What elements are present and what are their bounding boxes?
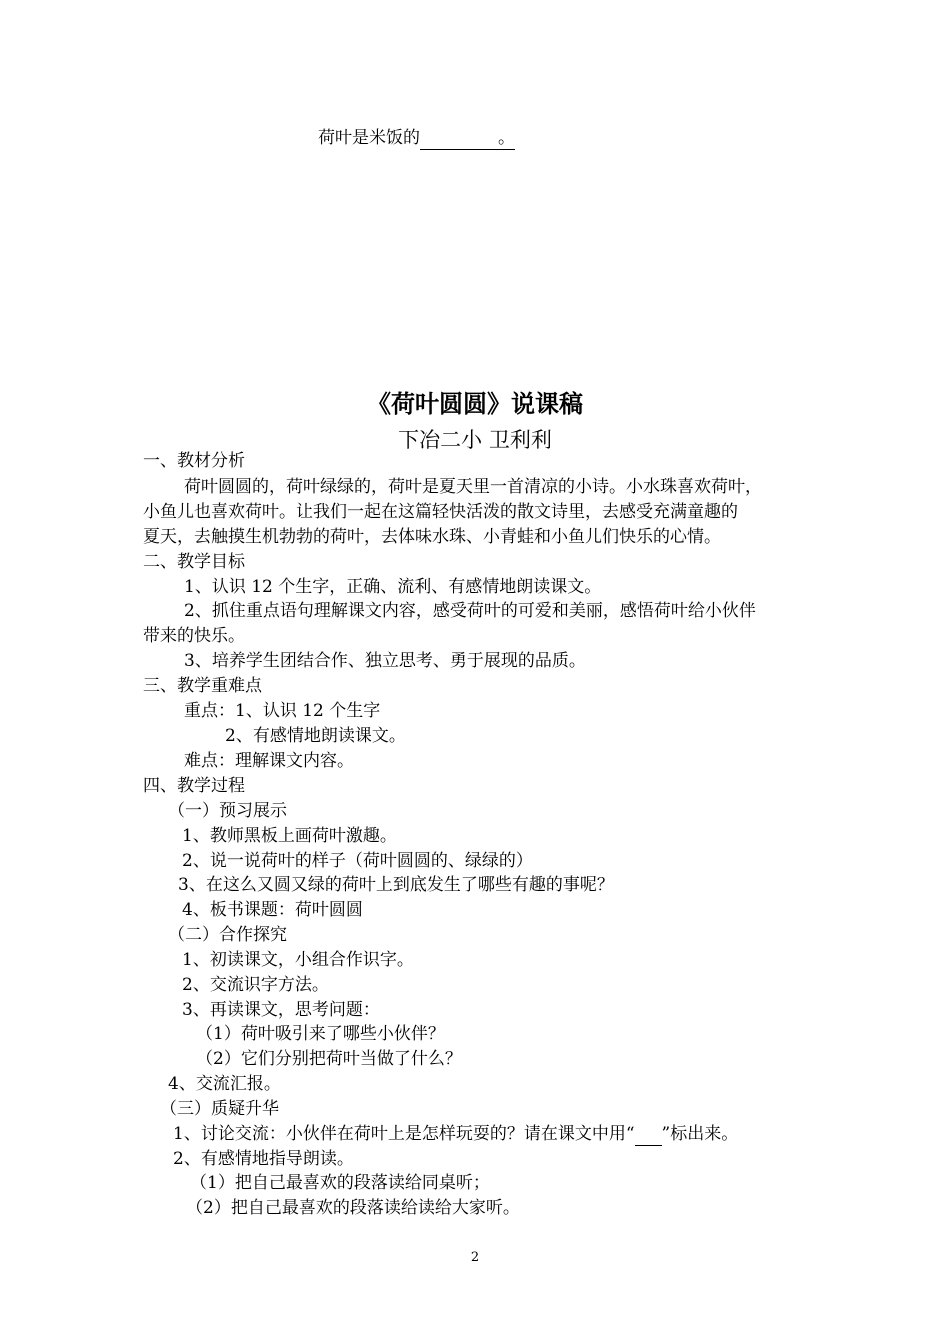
section-heading-3: 三、教学重难点 [143,676,262,696]
list-item: 2、交流识字方法。 [182,975,329,995]
section-heading-4: 四、教学过程 [143,776,245,796]
list-item: 2、抓住重点语句理解课文内容，感受荷叶的可爱和美丽，感悟荷叶给小伙伴 [184,601,756,621]
sub-item: （1）把自己最喜欢的段落读给同桌听； [190,1173,490,1193]
list-item: 1、认识 12 个生字，正确、流利、有感情地朗读课文。 [184,577,602,597]
paragraph-line: 夏天，去触摸生机勃勃的荷叶，去体味水珠、小青蛙和小鱼儿们快乐的心情。 [143,527,721,547]
document-title: 《荷叶圆圆》说课稿 [367,389,583,418]
sub-item: （2）把自己最喜欢的段落读给读给大家听。 [186,1198,520,1218]
list-item-tail: ”标出来。 [661,1124,739,1144]
list-item: 难点：理解课文内容。 [184,751,354,771]
page-number: 2 [470,1250,480,1265]
list-item: 2、说一说荷叶的样子（荷叶圆圆的、绿绿的） [182,851,533,871]
list-item: 3、再读课文，思考问题： [182,1000,380,1020]
list-item [173,1123,738,1146]
fill-blank-prefix: 荷叶是米饭的 [318,128,420,148]
list-item: 2、有感情地指导朗读。 [173,1149,354,1169]
section-heading-2: 二、教学目标 [143,552,245,572]
list-item: 2、有感情地朗读课文。 [225,726,406,746]
list-item: 4、板书课题：荷叶圆圆 [182,900,363,920]
list-item-text: 1、讨论交流：小伙伴在荷叶上是怎样玩耍的？请在课文中用“ [173,1124,635,1144]
paragraph-line: 小鱼儿也喜欢荷叶。让我们一起在这篇轻快活泼的散文诗里，去感受充满童趣的 [143,502,738,522]
fill-blank-suffix: 。 [498,128,515,148]
fill-blank-line [318,127,515,150]
answer-blank [420,127,498,150]
subsection-heading: （三）质疑升华 [160,1099,279,1119]
list-item: 4、交流汇报。 [168,1074,281,1094]
question-item: （1）荷叶吸引来了哪些小伙伴？ [196,1024,445,1044]
list-item: 1、教师黑板上画荷叶激趣。 [182,826,397,846]
list-item: 重点：1、认识 12 个生字 [184,701,381,721]
author-line: 下冶二小 卫利利 [398,428,552,452]
list-item: 1、初读课文，小组合作识字。 [182,950,414,970]
paragraph-line: 荷叶圆圆的，荷叶绿绿的，荷叶是夏天里一首清凉的小诗。小水珠喜欢荷叶， [184,477,762,497]
section-heading-1: 一、教材分析 [143,451,245,471]
list-item: 3、在这么又圆又绿的荷叶上到底发生了哪些有趣的事呢？ [178,875,614,895]
list-item-continued: 带来的快乐。 [143,626,245,646]
subsection-heading: （二）合作探究 [168,925,287,945]
subsection-heading: （一）预习展示 [168,801,287,821]
question-item: （2）它们分别把荷叶当做了什么？ [196,1049,462,1069]
underline-blank [635,1123,662,1146]
list-item: 3、培养学生团结合作、独立思考、勇于展现的品质。 [184,651,586,671]
